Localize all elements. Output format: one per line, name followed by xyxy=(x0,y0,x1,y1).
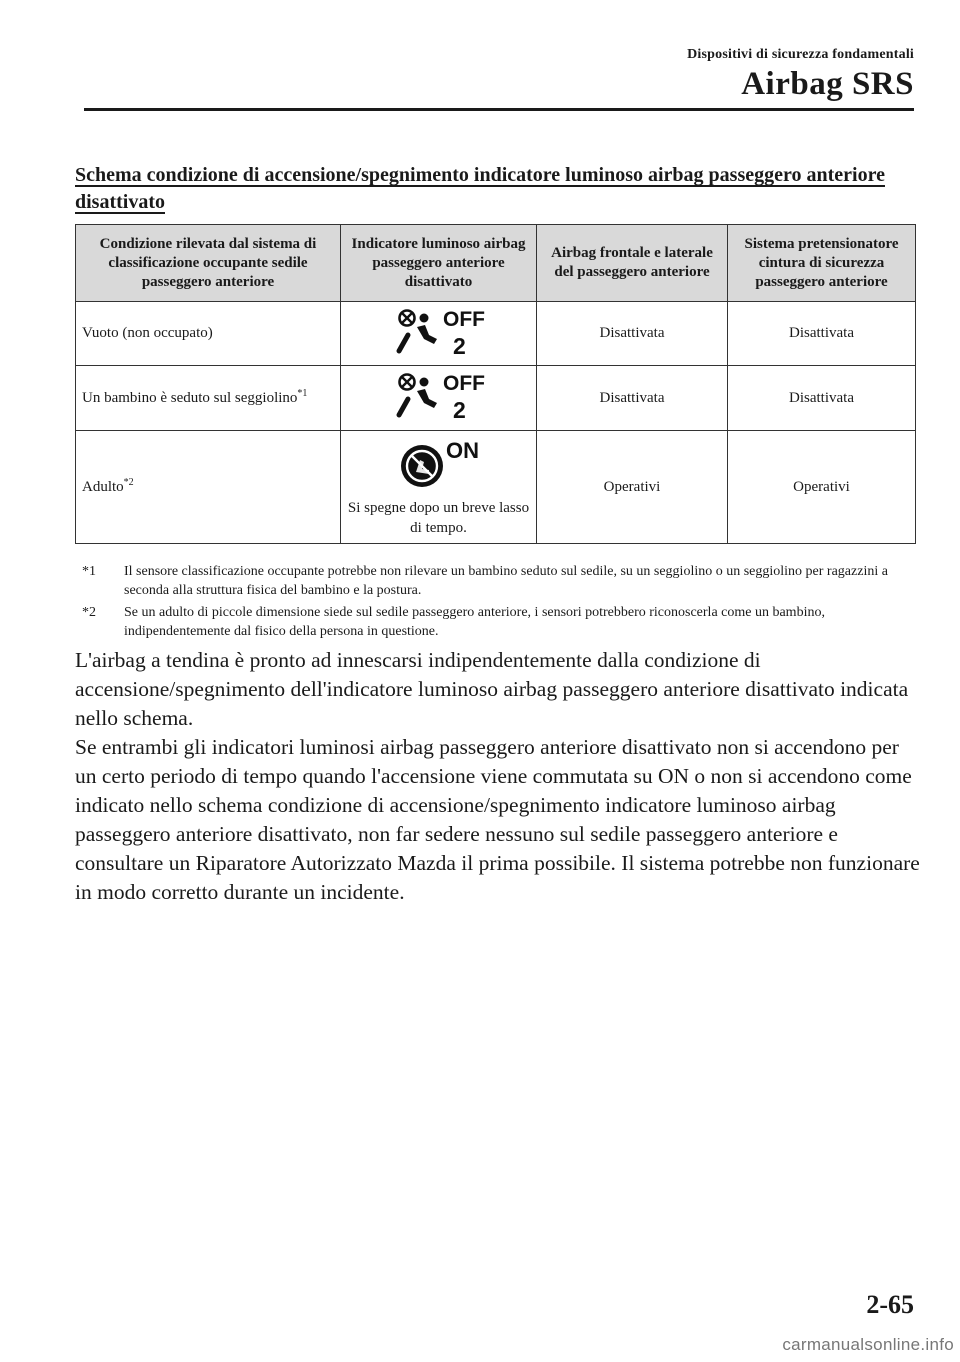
indicator-caption: Si spegne dopo un breve lasso di tempo. xyxy=(347,500,530,536)
table-row xyxy=(76,302,916,366)
svg-text:OFF: OFF xyxy=(442,372,485,395)
watermark: carmanualsonline.info xyxy=(782,1335,954,1354)
airbag-off-indicator-icon xyxy=(393,369,485,427)
footnote-text: Se un adulto di piccole dimensione siede sul sedile passeggero anteriore, i sensori potrebbero riconoscerla come un bambino, indipendentemente dal fisico della persona in questione. xyxy=(124,605,825,639)
pretensioner-status-cell: Operativi xyxy=(728,431,916,544)
footnote-mark: *2 xyxy=(82,605,96,620)
condition-cell: Un bambino è seduto sul seggiolino$^{*1}$ xyxy=(76,366,341,431)
page-number: 2-65 xyxy=(866,1290,914,1319)
footnote-item xyxy=(82,603,912,641)
svg-text:OFF: OFF xyxy=(442,307,485,331)
airbag-status-cell: Disattivata xyxy=(537,302,728,366)
column-header-pretensioner: Sistema pretensionatore cintura di sicurezza passeggero anteriore xyxy=(728,225,916,302)
table-row xyxy=(76,366,916,431)
indicator-condition-table xyxy=(75,224,916,544)
indicator-cell xyxy=(341,366,537,431)
section-title: Schema condizione di accensione/spegnimento indicatore luminoso airbag passeggero anteriore disattivato xyxy=(75,164,885,213)
table-header-row xyxy=(76,225,916,302)
footnote-text: Il sensore classificazione occupante potrebbe non rilevare un bambino seduto sul sedile, su un seggiolino o un seggiolino per ragazzini a seconda alla struttura fisica del bambino e la postura. xyxy=(124,564,888,598)
condition-cell: Adulto$^{*2}$ xyxy=(76,431,341,544)
pretensioner-status-cell: Disattivata xyxy=(728,366,916,431)
indicator-cell xyxy=(341,302,537,366)
body-paragraph: L'airbag a tendina è pronto ad innescarsi indipendentemente dalla condizione di accensione/spegnimento dell'indicatore luminoso airbag passeggero anteriore disattivato indicata nello schema. xyxy=(75,648,909,730)
body-text xyxy=(75,646,920,907)
airbag-status-cell: Disattivata xyxy=(537,366,728,431)
airbag-status-cell: Operativi xyxy=(537,431,728,544)
svg-text:2: 2 xyxy=(452,397,466,421)
footnote-ref: *1 xyxy=(297,387,308,399)
header-rule xyxy=(84,108,914,111)
airbag-on-indicator-icon xyxy=(393,436,485,496)
svg-text:ON: ON xyxy=(445,438,479,463)
svg-text:2: 2 xyxy=(452,332,466,357)
footnote-mark: *1 xyxy=(82,564,96,579)
column-header-airbag: Airbag frontale e laterale del passeggero anteriore xyxy=(537,225,728,302)
body-paragraph: Se entrambi gli indicatori luminosi airbag passeggero anteriore disattivato non si accendono per un certo periodo di tempo quando l'accensione viene commutata su ON o non si accendono come indicato nello schema condizione di accensione/spegnimento indicatore luminoso airbag passeggero anteriore disattivato, non far sedere nessuno sul sedile passeggero anteriore e consultare un Riparatore Autorizzato Mazda il prima possibile. Il sistema potrebbe non funzionare in modo corretto durante un incidente. xyxy=(75,735,920,904)
footnote-item xyxy=(82,562,912,600)
column-header-indicator: Indicatore luminoso airbag passeggero anteriore disattivato xyxy=(341,225,537,302)
airbag-off-indicator-icon xyxy=(393,305,485,363)
table-row xyxy=(76,431,916,544)
footnotes xyxy=(82,562,912,644)
indicator-cell xyxy=(341,431,537,544)
header-page-title: Airbag SRS xyxy=(741,66,914,102)
pretensioner-status-cell: Disattivata xyxy=(728,302,916,366)
footnote-ref: *2 xyxy=(123,476,134,488)
column-header-condition: Condizione rilevata dal sistema di classificazione occupante sedile passeggero anteriore xyxy=(76,225,341,302)
header-section-kicker: Dispositivi di sicurezza fondamentali xyxy=(687,47,914,62)
condition-cell: Vuoto (non occupato) xyxy=(76,302,341,366)
